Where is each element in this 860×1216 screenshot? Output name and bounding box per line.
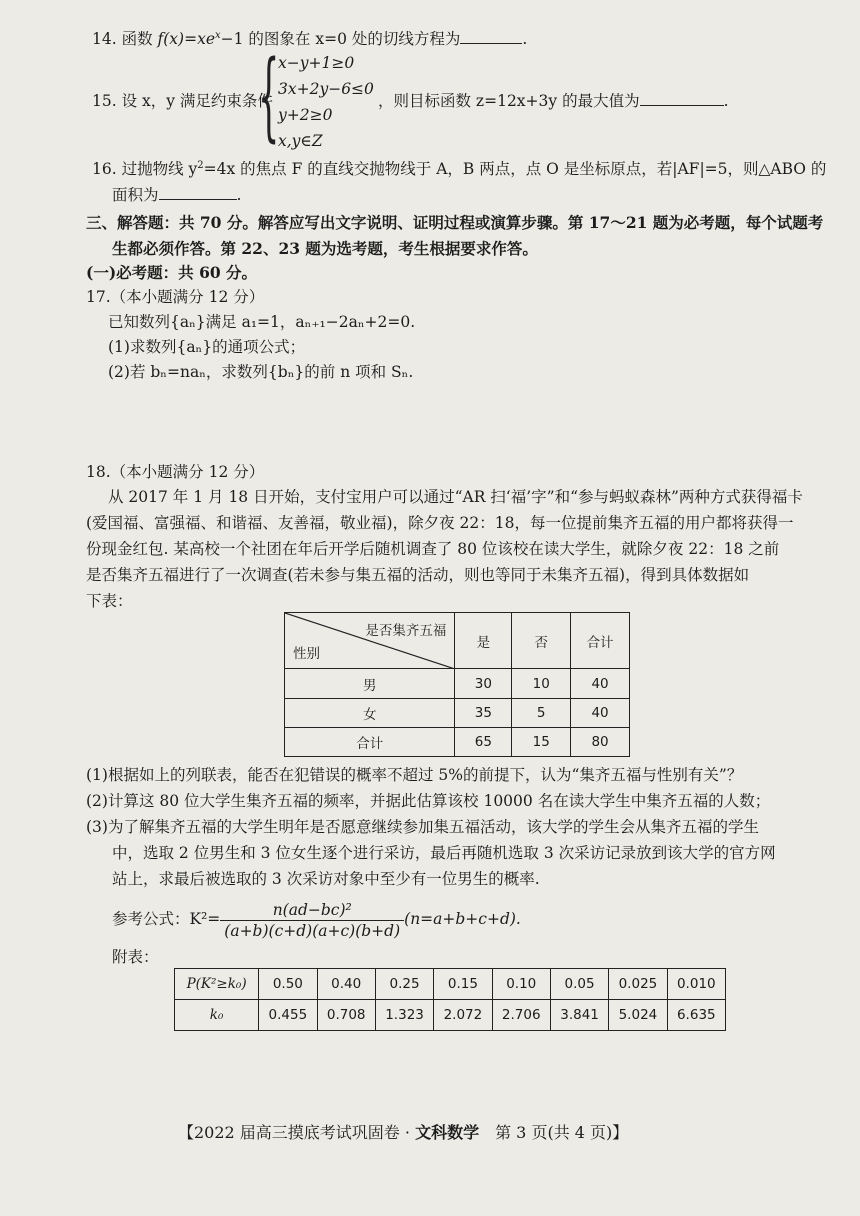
section-3-heading: 三、解答题：共 70 分。解答应写出文字说明、证明过程或演算步骤。第 17～21 题为必考题，每个试题考 — [86, 213, 824, 232]
critical-value-table — [174, 968, 726, 1031]
question-15-objective: ，则目标函数 z=12x+3y 的最大值为 . — [378, 92, 729, 110]
question-17-given: 已知数列{aₙ}满足 a₁=1，aₙ₊₁−2aₙ+2=0. — [108, 313, 416, 331]
question-18-sub-3: (3)为了解集齐五福的大学生明年是否愿意继续参加集五福活动，该大学的学生会从集齐五福的学生 — [86, 818, 759, 836]
question-14: 14. 函数 $f(x)=xe^x-1$ 的图象在 x=0 处的切线方程为 . — [92, 29, 528, 48]
answer-blank — [460, 29, 522, 44]
table-row: 男 30 10 40 — [285, 669, 630, 699]
constraint-2: 3x+2y−6≤0 — [278, 80, 374, 98]
formula-fraction: $\frac{\text{n(ad−bc)²}}{(a+b)(c+d)(a+c)(b+d)}$ — [220, 900, 404, 941]
constraint-3: y+2≥0 — [278, 106, 333, 124]
question-18-sub-2: (2)计算这 80 位大学生集齐五福的频率，并据此估算该校 10000 名在读大学生中集齐五福的人数； — [86, 792, 771, 810]
constraint-1: x−y+1≥0 — [278, 54, 355, 72]
constraint-4: x,y∈Z — [278, 132, 323, 150]
constraint-brace: { — [258, 40, 280, 152]
contingency-table — [284, 612, 630, 757]
question-18-sub-3-cont: 站上，求最后被选取的 3 次采访对象中至少有一位男生的概率. — [112, 870, 540, 888]
answer-blank — [640, 91, 724, 106]
table-header: 否 — [512, 613, 571, 669]
question-18-sub-1: (1)根据如上的列联表，能否在犯错误的概率不超过 5%的前提下，认为“集齐五福与性别有关”？ — [86, 766, 743, 784]
table-row: 合计 65 15 80 — [285, 728, 630, 757]
part-1-heading: (一)必考题：共 60 分。 — [86, 263, 258, 282]
question-18-sub-3-cont: 中，选取 2 位男生和 3 位女生逐个进行采访，最后再随机选取 3 次采访记录放到该大学的官方网 — [112, 844, 776, 862]
question-18-para-5: 下表： — [86, 592, 133, 610]
question-18-para-3: 份现金红包. 某高校一个社团在年后开学后随机调查了 80 位该校在读大学生，就除夕夜 22：18 之前 — [86, 540, 780, 558]
question-18-para-2: (爱国福、富强福、和谐福、友善福，敬业福)，除夕夜 22：18，每一位提前集齐五福的用户都将获得一 — [86, 514, 794, 532]
question-16-cont: 面积为 . — [112, 186, 242, 204]
question-16: 16. 过抛物线 $y^2=4x$ 的焦点 F 的直线交抛物线于 A，B 两点，点 O 是坐标原点，若|AF|=5，则△ABO 的 — [92, 159, 827, 178]
question-18-title: 18.（本小题满分 12 分） — [86, 463, 265, 481]
answer-blank — [159, 185, 237, 200]
question-18-para-4: 是否集齐五福进行了一次调查(若未参与集五福的活动，则也等同于未集齐五福)，得到具体数据如 — [86, 566, 750, 584]
table-header: 是 — [455, 613, 512, 669]
table-row: P(K²≥k₀) 0.50 0.40 0.25 0.15 0.10 0.05 0.025 0.010 — [175, 969, 726, 1000]
section-3-heading-cont: 生都必须作答。第 22、23 题为选考题，考生根据要求作答。 — [112, 239, 538, 258]
question-17-part-1: (1)求数列{aₙ}的通项公式； — [108, 338, 306, 356]
table-row: 女 35 5 40 — [285, 699, 630, 728]
appendix-label: 附表： — [112, 948, 159, 966]
question-17-title: 17.（本小题满分 12 分） — [86, 288, 265, 306]
table-header: 合计 — [571, 613, 630, 669]
reference-formula: 参考公式：K²= $\frac{\text{n(ad−bc)²}}{(a+b)(c+d)(a+c)(b+d)}$ (n=a+b+c+d). — [112, 900, 521, 940]
question-15: 15. 设 x，y 满足约束条件 — [92, 92, 273, 110]
question-17-part-2: (2)若 bₙ=naₙ，求数列{bₙ}的前 n 项和 Sₙ. — [108, 363, 414, 381]
table-row: k₀ 0.455 0.708 1.323 2.072 2.706 3.841 5.024 6.635 — [175, 1000, 726, 1031]
table-corner-cell: 是否集齐五福 性别 — [285, 613, 455, 669]
question-18-para-1: 从 2017 年 1 月 18 日开始，支付宝用户可以通过“AR 扫‘福’字”和“参与蚂蚁森林”两种方式获得福卡 — [108, 488, 803, 506]
page-footer: 【2022 届高三摸底考试巩固卷 · 文科数学 第 3 页(共 4 页)】 — [178, 1123, 629, 1142]
